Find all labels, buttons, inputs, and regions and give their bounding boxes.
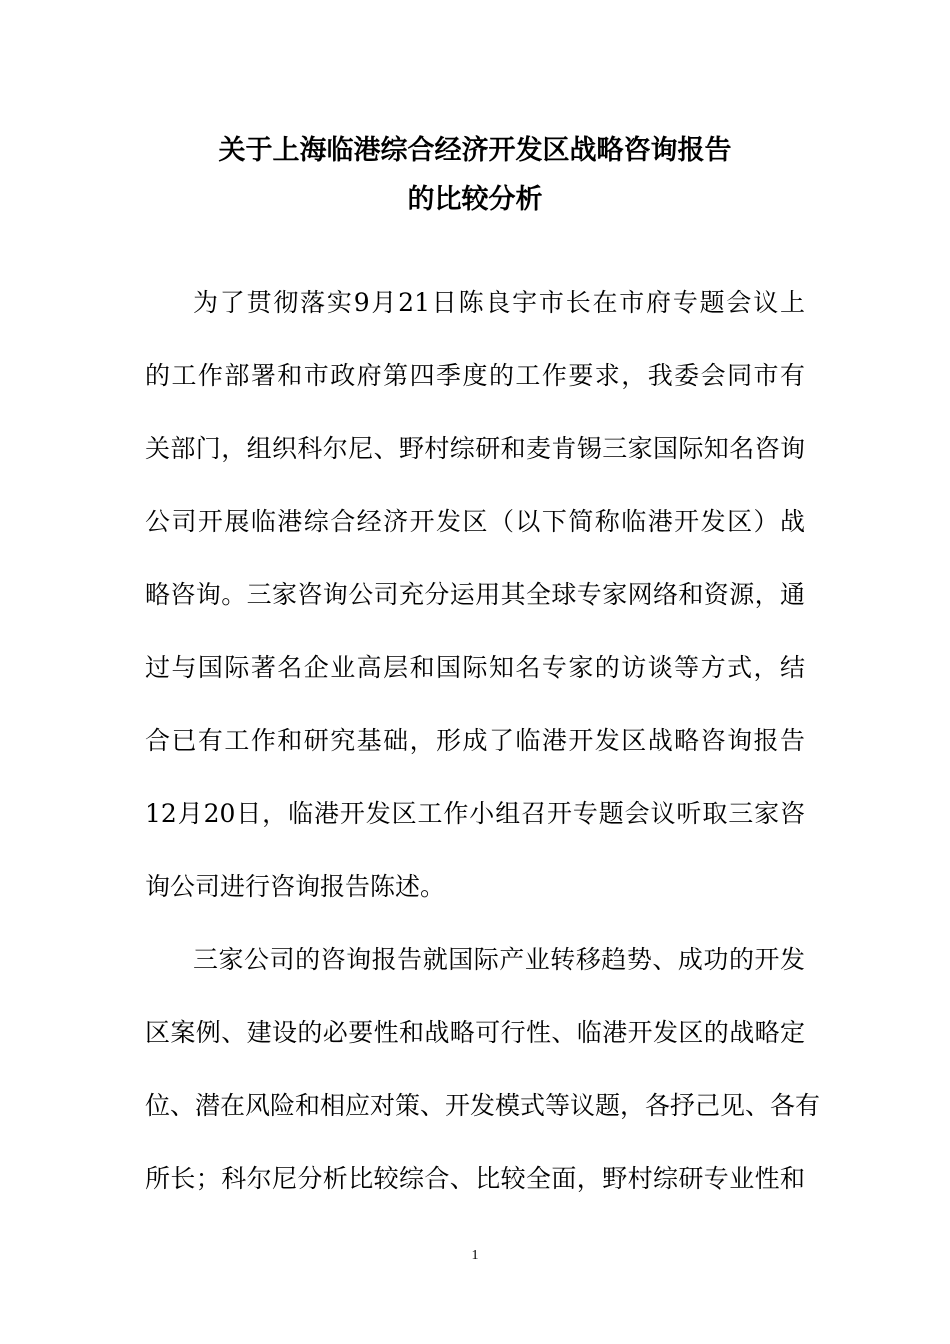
- paragraph-line: 所长；科尔尼分析比较综合、比较全面，野村综研专业性和: [145, 1164, 805, 1193]
- paragraph-line: 询公司进行咨询报告陈述。: [145, 872, 446, 901]
- paragraph-line: 位、潜在风险和相应对策、开发模式等议题，各抒己见、各有: [145, 1091, 821, 1120]
- paragraph-line: 为了贯彻落实9月21日陈良宇市长在市府专题会议上: [193, 288, 805, 317]
- paragraph-line: 12月20日，临港开发区工作小组召开专题会议听取三家咨: [145, 799, 805, 828]
- paragraph-line: 三家公司的咨询报告就国际产业转移趋势、成功的开发: [193, 945, 805, 974]
- paragraph-line: 区案例、建设的必要性和战略可行性、临港开发区的战略定: [145, 1018, 805, 1047]
- paragraph-line: 合已有工作和研究基础，形成了临港开发区战略咨询报告: [145, 726, 805, 755]
- paragraph-line: 略咨询。三家咨询公司充分运用其全球专家网络和资源，通: [145, 580, 805, 609]
- paragraph-line: 过与国际著名企业高层和国际知名专家的访谈等方式，结: [145, 653, 805, 682]
- page-number: 1: [471, 1248, 479, 1263]
- document-title-line-1: 关于上海临港综合经济开发区战略咨询报告: [218, 135, 732, 166]
- paragraph-line: 的工作部署和市政府第四季度的工作要求，我委会同市有: [145, 361, 805, 390]
- paragraph-line: 公司开展临港综合经济开发区（以下简称临港开发区）战: [145, 507, 805, 536]
- paragraph-line: 关部门，组织科尔尼、野村综研和麦肯锡三家国际知名咨询: [145, 434, 805, 463]
- document-title-line-2: 的比较分析: [407, 184, 543, 215]
